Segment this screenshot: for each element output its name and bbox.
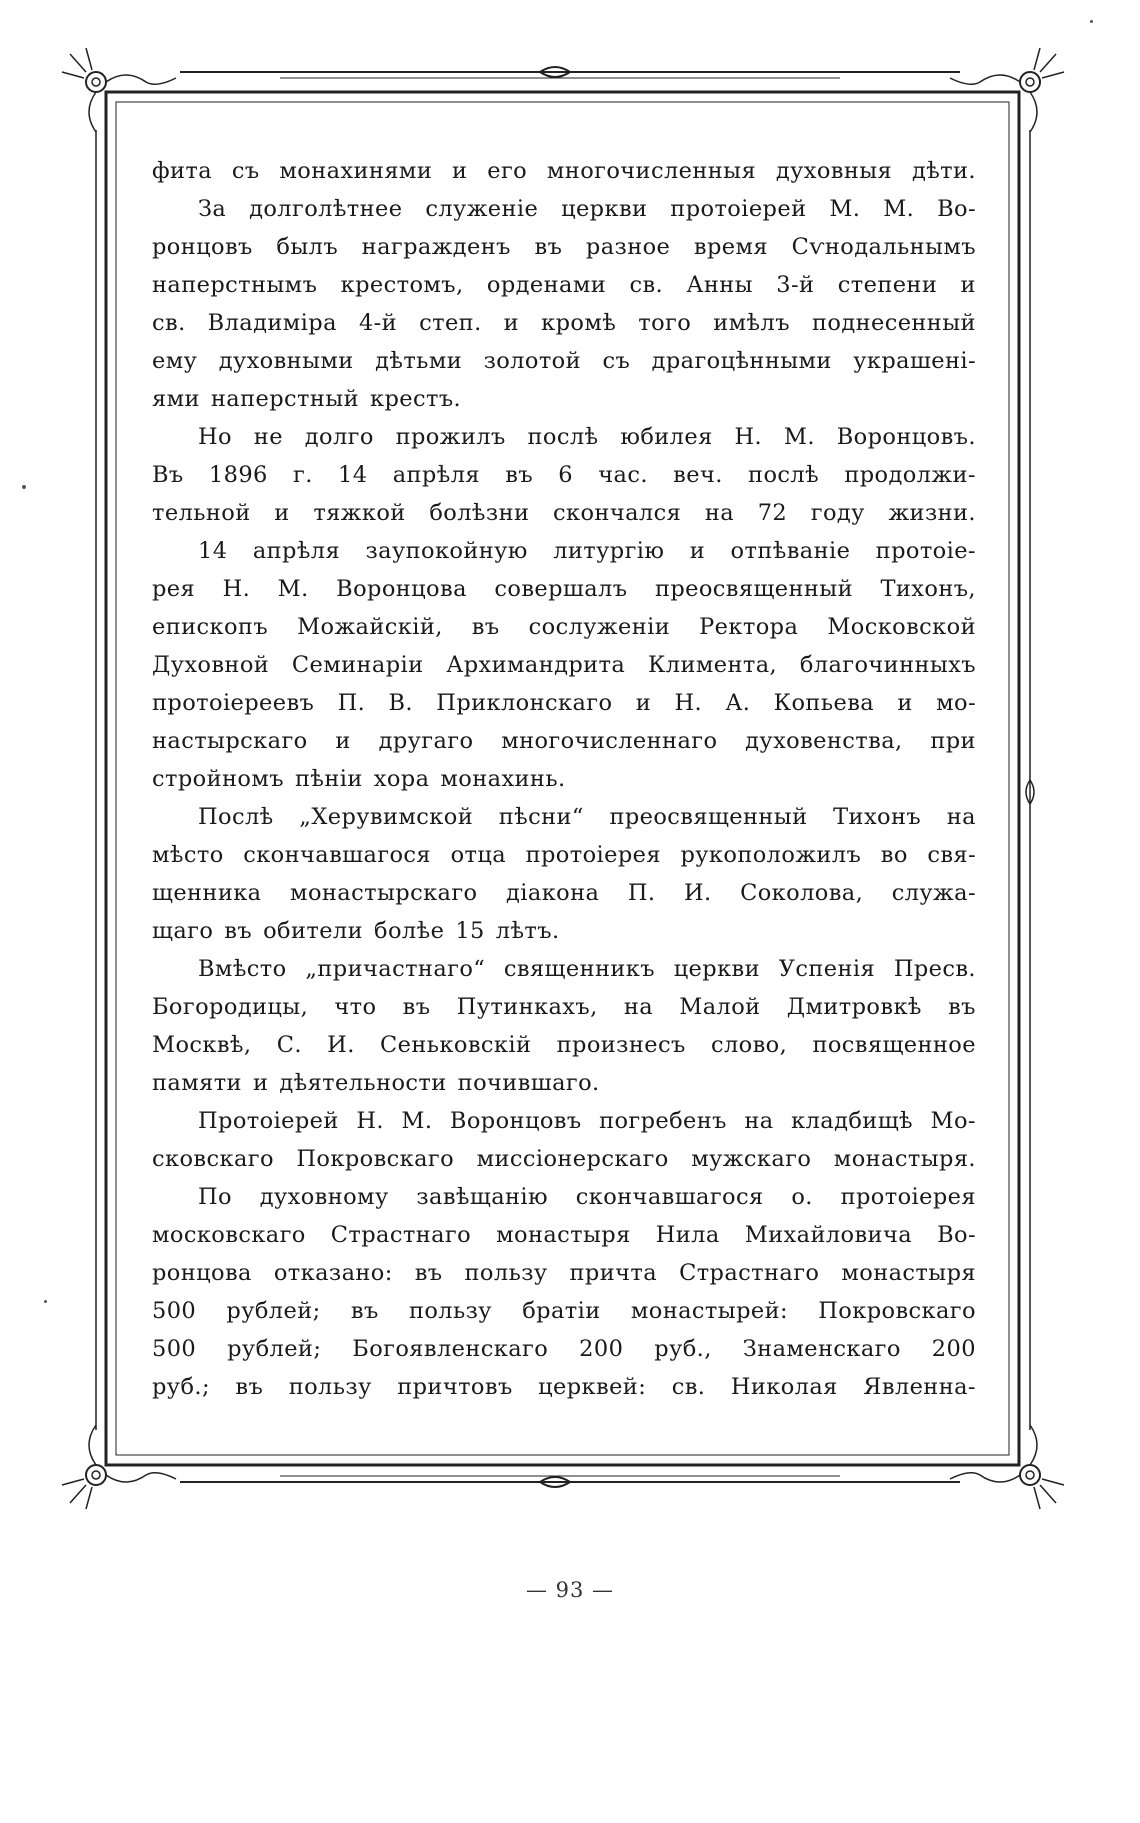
word: послѣ xyxy=(527,424,599,450)
word: крестъ. xyxy=(369,386,462,412)
word: въ xyxy=(224,918,253,944)
word: и xyxy=(452,158,468,184)
text-line xyxy=(152,570,976,608)
word: году xyxy=(810,500,865,526)
word: награжденъ xyxy=(361,234,511,260)
word: Тихонъ, xyxy=(880,576,976,602)
word: памяти xyxy=(152,1070,242,1096)
text-line xyxy=(152,1178,976,1216)
text-line xyxy=(152,304,976,342)
word: пользу xyxy=(464,1260,548,1286)
word: Можайскій, xyxy=(297,614,443,640)
word: Воронцовъ. xyxy=(836,424,976,450)
word: час. xyxy=(598,462,648,488)
word: монастыря. xyxy=(833,1146,976,1172)
word: 500 xyxy=(152,1336,197,1362)
print-speck xyxy=(1090,20,1093,23)
word: св. xyxy=(671,1374,706,1400)
word: тяжкой xyxy=(313,500,406,526)
word: протоіерея xyxy=(525,842,661,868)
word: орденами xyxy=(486,272,607,298)
word: Соколова, xyxy=(740,880,864,906)
word: рублей; xyxy=(227,1336,322,1362)
word: жизни. xyxy=(888,500,976,526)
word: ронцова xyxy=(152,1260,252,1286)
page-number: — 93 — xyxy=(525,1578,615,1602)
word: скончавшагося xyxy=(243,842,432,868)
word: Сѵнодальнымъ xyxy=(791,234,976,260)
text-line xyxy=(152,912,976,950)
word: Покровскаго xyxy=(818,1298,976,1324)
word: протоіерея xyxy=(840,1184,976,1210)
word: продолжи- xyxy=(844,462,976,488)
word: Малой xyxy=(679,994,761,1020)
word: почившаго. xyxy=(457,1070,600,1096)
word: прожилъ xyxy=(395,424,506,450)
word: скончался xyxy=(553,500,682,526)
word: 15 xyxy=(455,918,485,944)
word: св. xyxy=(629,272,664,298)
word: св. xyxy=(152,310,186,336)
word: „Херувимской xyxy=(299,804,474,830)
word: Семинаріи xyxy=(291,652,424,678)
word: въ xyxy=(471,614,500,640)
word: Въ xyxy=(152,462,184,488)
word: съ xyxy=(602,348,631,374)
word: Воронцова xyxy=(336,576,467,602)
word: 3-й xyxy=(776,272,815,298)
word: хора xyxy=(373,766,430,792)
word: служа- xyxy=(891,880,976,906)
text-line xyxy=(152,722,976,760)
corner-ornament-top-left xyxy=(62,48,176,132)
word: въ xyxy=(350,1298,379,1324)
word: Страстнаго xyxy=(679,1260,820,1286)
word: дѣтьми xyxy=(375,348,463,374)
text-line xyxy=(152,456,976,494)
text-line xyxy=(152,684,976,722)
word: Явленна- xyxy=(863,1374,976,1400)
word: монахинями xyxy=(279,158,433,184)
word: 1896 xyxy=(208,462,268,488)
word: долго xyxy=(304,424,374,450)
word: заупокойную xyxy=(365,538,528,564)
word: посвященное xyxy=(812,1032,976,1058)
word: мѣсто xyxy=(152,842,224,868)
word: юбилея xyxy=(620,424,713,450)
word: Тихонъ xyxy=(833,804,922,830)
word: Н. xyxy=(734,424,763,450)
word: веч. xyxy=(673,462,723,488)
word: 72 xyxy=(757,500,788,526)
text-line xyxy=(152,1330,976,1368)
word: степени xyxy=(837,272,938,298)
word: Владиміра xyxy=(207,310,337,336)
text-line xyxy=(152,836,976,874)
word: на xyxy=(946,804,976,830)
word: стройномъ xyxy=(152,766,284,792)
word: отпѣваніе xyxy=(730,538,851,564)
word: литургію xyxy=(553,538,665,564)
word: въ xyxy=(402,994,431,1020)
word: Копьева xyxy=(773,690,875,716)
word: ями xyxy=(152,386,200,412)
word: Москвѣ, xyxy=(152,1032,252,1058)
word: сослуженіи xyxy=(528,614,671,640)
word: Во- xyxy=(937,1222,976,1248)
word: М. xyxy=(401,1108,433,1134)
word: духовенства, xyxy=(745,728,903,754)
word: погребенъ xyxy=(599,1108,727,1134)
word: дѣти. xyxy=(911,158,976,184)
word: сковскаго xyxy=(152,1146,274,1172)
text-line xyxy=(152,152,976,190)
word: многочисленнаго xyxy=(501,728,718,754)
text-line xyxy=(152,608,976,646)
word: Архимандрита xyxy=(446,652,626,678)
word: пѣсни“ xyxy=(498,804,584,830)
word: скончавшагося xyxy=(575,1184,764,1210)
word: Послѣ xyxy=(198,804,274,830)
word: Успенія xyxy=(778,956,876,982)
word: въ xyxy=(414,1260,443,1286)
word: его xyxy=(487,158,528,184)
corner-ornament-bottom-left xyxy=(62,1425,176,1509)
word: и xyxy=(635,690,652,716)
word: М. xyxy=(277,576,309,602)
word: протоіе- xyxy=(875,538,976,564)
word: Протоіерей xyxy=(198,1108,339,1134)
word: разное xyxy=(585,234,671,260)
word: совершалъ xyxy=(494,576,628,602)
text-line xyxy=(152,646,976,684)
word: 200 xyxy=(931,1336,976,1362)
word: „причастнаго“ xyxy=(305,956,486,982)
word: кромѣ xyxy=(541,310,617,336)
word: братіи xyxy=(522,1298,601,1324)
word: церкви xyxy=(561,196,648,222)
word: Нила xyxy=(655,1222,720,1248)
word: 14 xyxy=(198,538,228,564)
text-line xyxy=(152,532,976,570)
word: долголѣтнее xyxy=(249,196,403,222)
word: щаго xyxy=(152,918,214,944)
word: мо- xyxy=(936,690,976,716)
text-line xyxy=(152,1216,976,1254)
word: щенника xyxy=(152,880,262,906)
text-line xyxy=(152,1140,976,1178)
word: пѣніи xyxy=(294,766,363,792)
word: Н. xyxy=(222,576,251,602)
word: Н. xyxy=(356,1108,384,1134)
text-line xyxy=(152,950,976,988)
word: Анны xyxy=(686,272,753,298)
word: поднесенный xyxy=(811,310,976,336)
word: причтовъ xyxy=(397,1374,513,1400)
word: во xyxy=(880,842,908,868)
word: монахинь. xyxy=(440,766,566,792)
word: золотой xyxy=(483,348,582,374)
word: что xyxy=(334,994,377,1020)
word: П. xyxy=(627,880,656,906)
word: и xyxy=(689,538,706,564)
print-speck xyxy=(22,485,26,489)
word: и xyxy=(252,1070,269,1096)
text-line xyxy=(152,874,976,912)
word: болѣе xyxy=(374,918,445,944)
word: По xyxy=(198,1184,232,1210)
word: 200 xyxy=(579,1336,624,1362)
word: время xyxy=(693,234,768,260)
word: наперстнымъ xyxy=(152,272,318,298)
word: на xyxy=(623,994,654,1020)
word: руб.; xyxy=(152,1374,210,1400)
word: Вмѣсто xyxy=(198,956,287,982)
corner-ornament-top-right xyxy=(950,48,1064,132)
word: былъ xyxy=(276,234,339,260)
word: пользу xyxy=(288,1374,372,1400)
word: слово, xyxy=(710,1032,788,1058)
text-line xyxy=(152,380,976,418)
word: того xyxy=(638,310,692,336)
word: 14 xyxy=(338,462,368,488)
word: благочинныхъ xyxy=(799,652,976,678)
word: отказано: xyxy=(273,1260,393,1286)
word: преосвященный xyxy=(609,804,808,830)
word: на xyxy=(704,500,735,526)
word: о. xyxy=(791,1184,813,1210)
word: епископъ xyxy=(152,614,269,640)
word: Воронцовъ xyxy=(449,1108,582,1134)
word: дѣятельности xyxy=(279,1070,447,1096)
word: М. xyxy=(829,196,861,222)
text-line xyxy=(152,798,976,836)
word: 500 xyxy=(152,1298,197,1324)
word: съ xyxy=(231,158,260,184)
word: крестомъ, xyxy=(340,272,464,298)
word: монастыря xyxy=(496,1222,631,1248)
word: Н. xyxy=(674,690,703,716)
text-line xyxy=(152,418,976,456)
word: духовными xyxy=(218,348,354,374)
word: настырскаго xyxy=(152,728,308,754)
word: монастыря xyxy=(841,1260,976,1286)
word: и xyxy=(274,500,290,526)
word: монастырей: xyxy=(630,1298,788,1324)
word: протоіерей xyxy=(670,196,807,222)
word: г. xyxy=(293,462,313,488)
word: произнесъ xyxy=(556,1032,686,1058)
word: не xyxy=(253,424,283,450)
word: церквей: xyxy=(538,1374,647,1400)
word: рукоположилъ xyxy=(680,842,862,868)
text-line xyxy=(152,228,976,266)
word: 6 xyxy=(558,462,574,488)
word: 4-й xyxy=(358,310,398,336)
word: украшені- xyxy=(853,348,976,374)
word: кладбищѣ xyxy=(791,1108,913,1134)
word: въ xyxy=(505,462,534,488)
print-speck xyxy=(44,1300,47,1303)
word: послѣ xyxy=(748,462,820,488)
word: ронцовъ xyxy=(152,234,253,260)
word: лѣтъ. xyxy=(495,918,560,944)
word: Страстнаго xyxy=(330,1222,472,1248)
word: отца xyxy=(450,842,507,868)
word: Приклонскаго xyxy=(436,690,613,716)
word: въ xyxy=(534,234,563,260)
word: Сеньковскій xyxy=(380,1032,532,1058)
text-line xyxy=(152,988,976,1026)
word: С. xyxy=(276,1032,302,1058)
word: и xyxy=(503,310,520,336)
word: Знаменскаго xyxy=(742,1336,901,1362)
word: степ. xyxy=(419,310,482,336)
text-line xyxy=(152,1064,976,1102)
word: тельной xyxy=(152,500,251,526)
word: служеніе xyxy=(425,196,539,222)
word: И. xyxy=(684,880,712,906)
word: драгоцѣнными xyxy=(651,348,832,374)
word: Богоявленскаго xyxy=(352,1336,549,1362)
text-line xyxy=(152,1102,976,1140)
word: И. xyxy=(327,1032,355,1058)
word: апрѣля xyxy=(252,538,341,564)
word: обители xyxy=(263,918,364,944)
word: Покровскаго xyxy=(296,1146,455,1172)
word: духовныя xyxy=(775,158,893,184)
word: Московской xyxy=(827,614,976,640)
word: причта xyxy=(569,1260,658,1286)
word: на xyxy=(744,1108,774,1134)
word: при xyxy=(930,728,976,754)
word: многочисленныя xyxy=(546,158,757,184)
word: завѣщанію xyxy=(416,1184,548,1210)
corner-ornament-bottom-right xyxy=(950,1425,1064,1509)
text-line xyxy=(152,1026,976,1064)
text-line xyxy=(152,1292,976,1330)
word: Михайловича xyxy=(744,1222,913,1248)
word: и xyxy=(897,690,913,716)
text-line xyxy=(152,266,976,304)
word: Богородицы, xyxy=(152,994,309,1020)
text-line xyxy=(152,342,976,380)
word: ему xyxy=(152,348,198,374)
word: и xyxy=(335,728,351,754)
word: фита xyxy=(152,158,213,184)
body-text xyxy=(152,152,976,1406)
word: рея xyxy=(152,576,196,602)
word: духовному xyxy=(259,1184,389,1210)
word: діакона xyxy=(506,880,600,906)
word: Дмитровкѣ xyxy=(786,994,922,1020)
word: преосвященный xyxy=(654,576,853,602)
word: свя- xyxy=(927,842,976,868)
text-line xyxy=(152,760,976,798)
word: миссіонерскаго xyxy=(476,1146,669,1172)
word: церкви xyxy=(673,956,761,982)
word: рублей; xyxy=(226,1298,321,1324)
word: руб., xyxy=(654,1336,712,1362)
word: Путинкахъ, xyxy=(456,994,598,1020)
word: монастырскаго xyxy=(290,880,478,906)
word: имѣлъ xyxy=(713,310,790,336)
word: пользу xyxy=(408,1298,492,1324)
word: въ xyxy=(948,994,976,1020)
word: П. xyxy=(337,690,366,716)
word: наперстный xyxy=(210,386,359,412)
word: М. xyxy=(883,196,915,222)
text-line xyxy=(152,1254,976,1292)
word: М. xyxy=(783,424,815,450)
word: Пресв. xyxy=(893,956,976,982)
word: мужскаго xyxy=(691,1146,812,1172)
word: Климента, xyxy=(647,652,778,678)
word: А. xyxy=(725,690,751,716)
word: Но xyxy=(198,424,232,450)
word: и xyxy=(960,272,976,298)
text-line xyxy=(152,190,976,228)
word: Духовной xyxy=(152,652,270,678)
word: За xyxy=(198,196,227,222)
text-line xyxy=(152,1368,976,1406)
word: Ректора xyxy=(699,614,799,640)
word: протоіереевъ xyxy=(152,690,315,716)
word: апрѣля xyxy=(392,462,480,488)
word: другаго xyxy=(378,728,474,754)
word: священникъ xyxy=(503,956,655,982)
word: В. xyxy=(388,690,413,716)
word: Во- xyxy=(937,196,976,222)
text-line xyxy=(152,494,976,532)
word: болѣзни xyxy=(429,500,530,526)
word: московскаго xyxy=(152,1222,306,1248)
word: Мо- xyxy=(930,1108,976,1134)
word: въ xyxy=(235,1374,264,1400)
word: Николая xyxy=(730,1374,838,1400)
